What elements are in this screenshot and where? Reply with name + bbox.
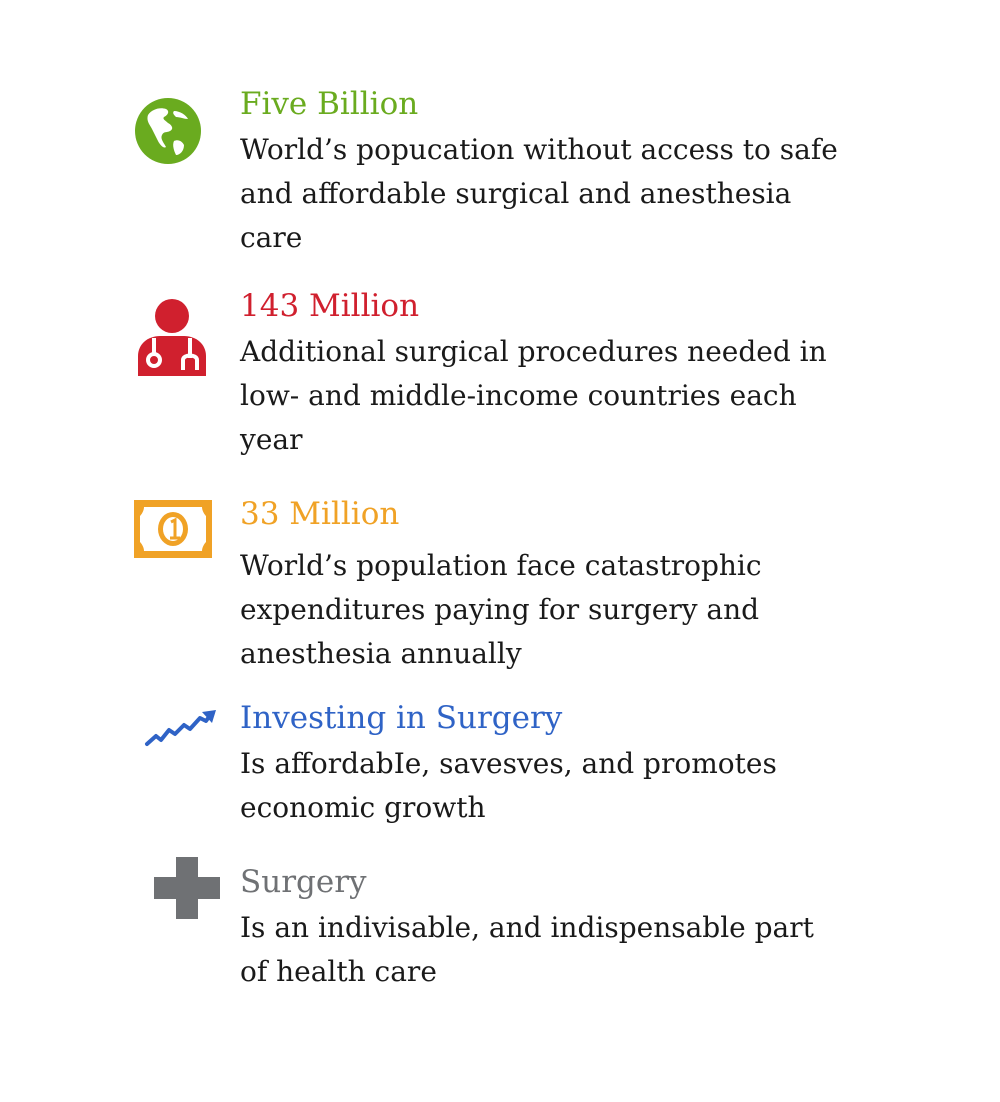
description-line: of health care <box>240 955 437 988</box>
description-line: World’s population face catastrophic <box>240 549 762 582</box>
stat-headline: 33 Million <box>240 496 400 532</box>
description-line: and affordable surgical and anesthesia <box>240 177 792 210</box>
stat-description <box>240 742 860 830</box>
description-line: anesthesia annually <box>240 637 522 670</box>
stat-headline: Surgery <box>240 864 367 900</box>
trend-up-icon <box>144 708 218 752</box>
description-line: Is affordabIe, savesves, and promotes <box>240 747 777 780</box>
description-line: Additional surgical procedures needed in <box>240 335 827 368</box>
stat-description <box>240 330 860 462</box>
description-line: World’s popucation without access to safe <box>240 133 838 166</box>
description-line: low- and middle-income countries each <box>240 379 797 412</box>
medical-cross-icon <box>154 857 220 923</box>
description-line: economic growth <box>240 791 486 824</box>
stat-description <box>240 906 860 994</box>
description-line: Is an indivisable, and indispensable part <box>240 911 814 944</box>
stat-headline: Five Billion <box>240 86 419 122</box>
globe-icon <box>134 97 202 169</box>
description-line: care <box>240 221 303 254</box>
stat-headline: Investing in Surgery <box>240 700 563 736</box>
description-line: expenditures paying for surgery and <box>240 593 760 626</box>
description-line: year <box>240 423 303 456</box>
doctor-stethoscope-icon <box>134 298 210 382</box>
stat-description <box>240 128 860 260</box>
stat-description <box>240 544 860 676</box>
banknote-icon <box>134 500 212 562</box>
stat-headline: 143 Million <box>240 288 420 324</box>
